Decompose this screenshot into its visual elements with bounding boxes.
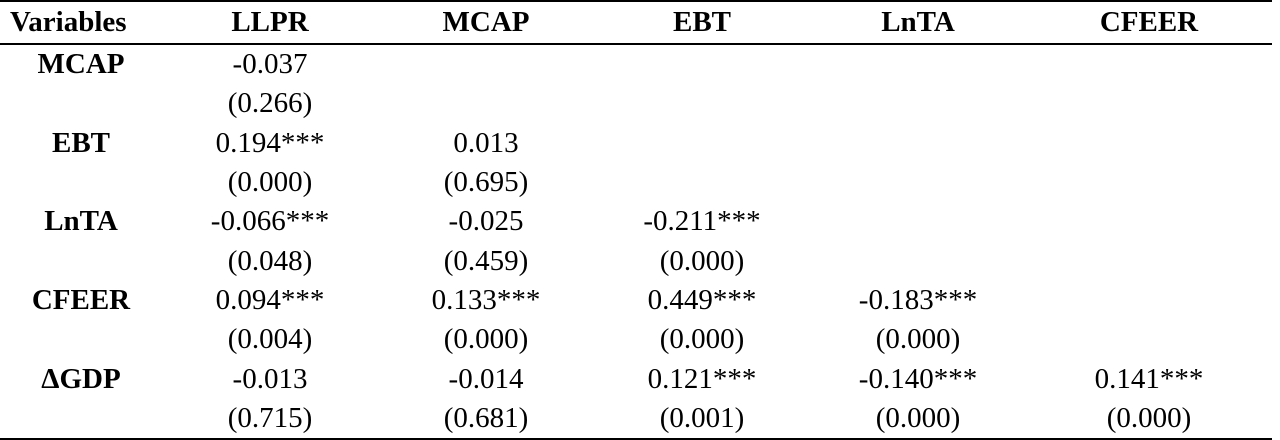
coef-cell xyxy=(810,202,1026,241)
coef-cell: -0.013 xyxy=(232,362,308,395)
coef-cell xyxy=(810,124,1026,163)
table-header xyxy=(0,1,1272,44)
pval-cell: (0.000) xyxy=(227,166,313,199)
row-label-lnta: LnTA xyxy=(44,205,118,238)
row-label-delta-gdp: ΔGDP xyxy=(41,362,121,395)
empty-label-cell xyxy=(0,163,162,202)
coef-cell xyxy=(810,44,1026,84)
row-label-mcap: MCAP xyxy=(37,48,125,81)
table-row-pval xyxy=(0,320,1272,359)
pval-cell: (0.681) xyxy=(378,399,594,439)
pval-cell xyxy=(1026,320,1272,359)
pval-cell: (0.715) xyxy=(162,399,378,439)
table-row-coef xyxy=(0,44,1272,84)
pval-cell xyxy=(810,84,1026,123)
pval-cell xyxy=(1026,84,1272,123)
coef-cell: 0.133*** xyxy=(431,283,541,316)
coef-cell xyxy=(1026,281,1272,320)
header-cell-ebt: EBT xyxy=(672,6,732,38)
row-label-cfeer: CFEER xyxy=(31,283,131,316)
pval-cell xyxy=(594,163,810,202)
coef-cell: 0.094*** xyxy=(215,283,325,316)
coef-cell xyxy=(1026,202,1272,241)
empty-label-cell xyxy=(0,241,162,280)
header-cell-lnta: LnTA xyxy=(881,6,955,38)
pval-cell: (0.000) xyxy=(443,323,529,356)
pval-cell xyxy=(1026,241,1272,280)
header-cell-variables: Variables xyxy=(10,6,127,38)
pval-cell: (0.004) xyxy=(227,323,313,356)
empty-label-cell xyxy=(0,399,162,439)
coef-cell xyxy=(594,124,810,163)
pval-cell xyxy=(378,84,594,123)
pval-cell xyxy=(594,84,810,123)
pval-cell: (0.266) xyxy=(227,87,313,120)
coef-cell: 0.141*** xyxy=(1094,362,1204,395)
header-cell-mcap: MCAP xyxy=(442,6,530,38)
coef-cell: -0.037 xyxy=(232,48,308,81)
header-cell-cfeer: CFEER xyxy=(1099,6,1199,38)
pval-cell: (0.000) xyxy=(659,323,745,356)
pval-cell: (0.048) xyxy=(227,244,313,277)
pval-cell: (0.000) xyxy=(810,399,1026,439)
table-row-coef xyxy=(0,202,1272,241)
empty-label-cell xyxy=(0,320,162,359)
coef-cell: 0.194*** xyxy=(215,126,325,159)
coef-cell: -0.183*** xyxy=(858,283,978,316)
pval-cell: (0.695) xyxy=(443,166,529,199)
pval-cell xyxy=(810,163,1026,202)
coef-cell: -0.140*** xyxy=(858,362,978,395)
table-row-coef xyxy=(0,359,1272,398)
empty-label-cell xyxy=(0,84,162,123)
coef-cell: -0.066*** xyxy=(210,205,330,238)
coef-cell: 0.449*** xyxy=(647,283,757,316)
pval-cell xyxy=(1026,163,1272,202)
header-row xyxy=(0,1,1272,44)
coef-cell xyxy=(1026,44,1272,84)
coef-cell: -0.211*** xyxy=(643,205,761,238)
table-row-pval xyxy=(0,241,1272,280)
table-row-pval xyxy=(0,163,1272,202)
pval-cell: (0.000) xyxy=(1026,399,1272,439)
pval-cell: (0.000) xyxy=(875,323,961,356)
table-row-coef xyxy=(0,281,1272,320)
table-body xyxy=(0,44,1272,439)
coef-cell xyxy=(1026,124,1272,163)
pval-cell: (0.459) xyxy=(443,244,529,277)
table-row-pval xyxy=(0,84,1272,123)
pval-cell xyxy=(810,241,1026,280)
coef-cell: -0.014 xyxy=(448,362,524,395)
row-label-ebt: EBT xyxy=(51,126,111,159)
coef-cell: 0.121*** xyxy=(647,362,757,395)
header-cell-llpr: LLPR xyxy=(231,6,309,38)
coef-cell xyxy=(378,44,594,84)
coef-cell xyxy=(594,44,810,84)
coef-cell: -0.025 xyxy=(448,205,524,238)
table-row-pval xyxy=(0,399,1272,439)
pval-cell: (0.001) xyxy=(594,399,810,439)
table-row-coef xyxy=(0,124,1272,163)
coef-cell: 0.013 xyxy=(453,126,519,159)
pval-cell: (0.000) xyxy=(659,244,745,277)
